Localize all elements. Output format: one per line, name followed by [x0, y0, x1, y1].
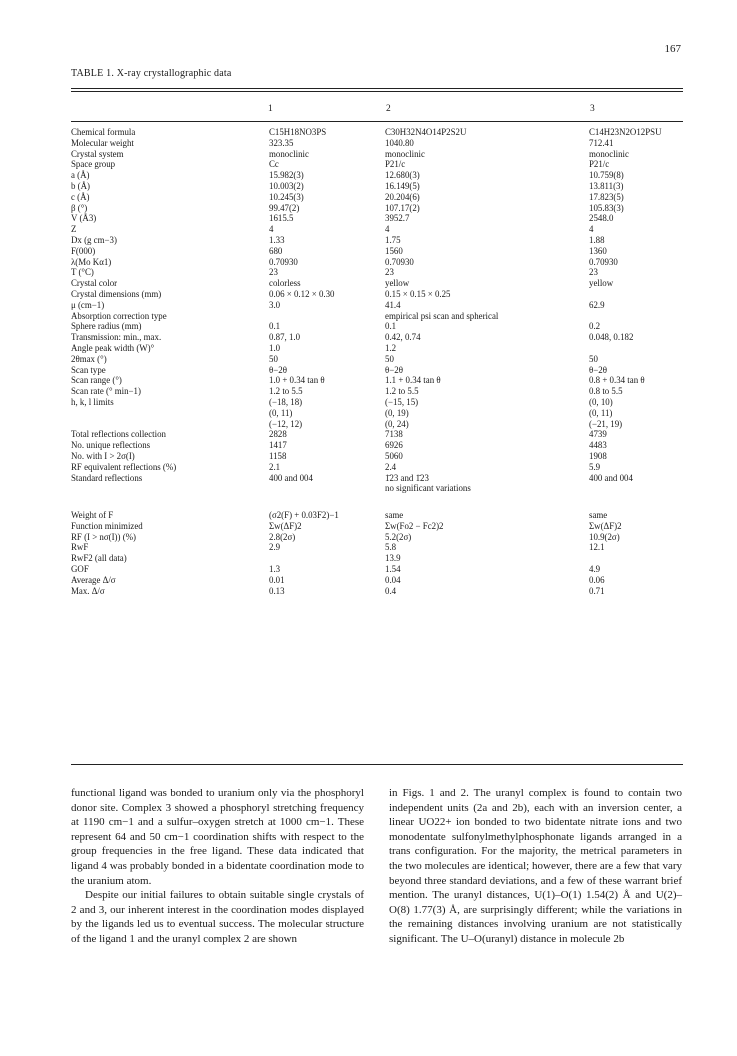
row-label: Max. Δ/σ [71, 585, 105, 596]
cell-compound-2: 0.15 × 0.15 × 0.25 [385, 288, 451, 299]
cell-compound-1: 0.70930 [269, 256, 298, 267]
table-row [71, 564, 683, 575]
cell-compound-1: 10.003(2) [269, 180, 304, 191]
cell-compound-3: 10.9(2σ) [589, 531, 620, 542]
table-row [71, 397, 683, 408]
row-label: Average Δ/σ [71, 574, 116, 585]
cell-compound-1: (−18, 18) [269, 396, 303, 407]
row-label: c (Å) [71, 191, 90, 202]
cell-compound-1: 50 [269, 353, 278, 364]
table-row [71, 192, 683, 203]
column-header-3: 3 [590, 104, 595, 114]
table-bottom-rule [71, 764, 683, 765]
row-label: β (°) [71, 202, 88, 213]
cell-compound-1: monoclinic [269, 148, 309, 159]
cell-compound-2: 0.42, 0.74 [385, 332, 421, 343]
table-row [71, 127, 683, 138]
row-label: Total reflections collection [71, 429, 166, 440]
table-row [71, 553, 683, 564]
header-rule [71, 121, 683, 122]
table-row [71, 386, 683, 397]
cell-compound-3: 50 [589, 353, 598, 364]
cell-compound-2: 1.2 to 5.5 [385, 386, 419, 397]
cell-compound-1: θ−2θ [269, 364, 287, 375]
cell-compound-2: 1040.80 [385, 137, 414, 148]
row-label: b (Å) [71, 180, 90, 191]
table-row [71, 586, 683, 597]
table-row [71, 138, 683, 149]
cell-compound-1: 400 and 004 [269, 472, 313, 483]
cell-compound-1: Cc [269, 159, 279, 170]
cell-compound-2: 50 [385, 353, 394, 364]
row-label: Angle peak width (W)° [71, 342, 155, 353]
cell-compound-1: 1615.5 [269, 213, 294, 224]
row-label: GOF [71, 564, 89, 575]
row-label: Sphere radius (mm) [71, 321, 142, 332]
row-label: Transmission: min., max. [71, 332, 162, 343]
cell-compound-3: 0.048, 0.182 [589, 332, 634, 343]
cell-compound-1: 2.8(2σ) [269, 531, 296, 542]
cell-compound-3: 23 [589, 267, 598, 278]
row-label: RF equivalent reflections (%) [71, 461, 177, 472]
row-label: RwF [71, 542, 89, 553]
table-row [71, 483, 683, 494]
cell-compound-3: (0, 10) [589, 396, 613, 407]
cell-compound-2: 16.149(5) [385, 180, 420, 191]
cell-compound-2: 107.17(2) [385, 202, 420, 213]
cell-compound-2: P21/c [385, 159, 406, 170]
row-label: F(000) [71, 245, 96, 256]
row-label: RwF2 (all data) [71, 553, 127, 564]
cell-compound-2: 13.9 [385, 553, 401, 564]
cell-compound-1: 2.9 [269, 542, 281, 553]
cell-compound-3: 62.9 [589, 299, 605, 310]
cell-compound-2: 1.75 [385, 234, 401, 245]
cell-compound-1: 680 [269, 245, 283, 256]
row-label: Function minimized [71, 520, 143, 531]
table-row [71, 462, 683, 473]
cell-compound-3: θ−2θ [589, 364, 607, 375]
cell-compound-1: 1.0 + 0.34 tan θ [269, 375, 325, 386]
table-row [71, 203, 683, 214]
table-row [71, 521, 683, 532]
row-label: Chemical formula [71, 127, 136, 137]
cell-compound-2: C30H32N4O14P2S2U [385, 127, 467, 137]
cell-compound-3: monoclinic [589, 148, 629, 159]
cell-compound-1: (−12, 12) [269, 418, 303, 429]
cell-compound-2: 0.04 [385, 574, 401, 585]
cell-compound-2: Σw(Fo2 − Fc2)2 [385, 520, 444, 531]
cell-compound-3: 400 and 004 [589, 472, 633, 483]
cell-compound-3: 4739 [589, 429, 607, 440]
table-row [71, 343, 683, 354]
body-text-right-column [389, 786, 682, 947]
cell-compound-2: 12.680(3) [385, 170, 420, 181]
cell-compound-2: 20.204(6) [385, 191, 420, 202]
body-text-left-column [71, 786, 364, 947]
table-row [71, 311, 683, 322]
cell-compound-3: C14H23N2O12PSU [589, 127, 662, 137]
cell-compound-2: (−15, 15) [385, 396, 419, 407]
cell-compound-3: 0.70930 [589, 256, 618, 267]
cell-compound-2: 5.2(2σ) [385, 531, 412, 542]
table-row [71, 408, 683, 419]
table-row [71, 257, 683, 268]
cell-compound-2: 0.4 [385, 585, 397, 596]
row-label: Weight of F [71, 510, 114, 521]
cell-compound-2: 1̄23 and 1̄23 [385, 472, 429, 483]
cell-compound-1: 2.1 [269, 461, 281, 472]
cell-compound-3: 2548.0 [589, 213, 614, 224]
cell-compound-3: 0.8 + 0.34 tan θ [589, 375, 645, 386]
row-label: Crystal color [71, 278, 118, 289]
table-row [71, 235, 683, 246]
row-label: a (Å) [71, 170, 90, 181]
row-label: 2θmax (°) [71, 353, 107, 364]
table-row [71, 246, 683, 257]
cell-compound-2: θ−2θ [385, 364, 403, 375]
cell-compound-1: 99.47(2) [269, 202, 300, 213]
cell-compound-3: 1360 [589, 245, 607, 256]
cell-compound-2: 0.1 [385, 321, 397, 332]
table-row [71, 419, 683, 430]
table-row [71, 473, 683, 484]
table-row [71, 575, 683, 586]
row-label: RF (I > nσ(I)) (%) [71, 531, 136, 542]
table-row [71, 170, 683, 181]
cell-compound-3: 1.88 [589, 234, 605, 245]
paragraph: in Figs. 1 and 2. The uranyl complex is found to contain two independent units (2a and 2b), each with an inversion center, a linear UO22+ ion bonded to two bidentate nitrate ions and two monodentate sulfonylmethylphosphonate ligands arranged in a trans configuration. For the majority, the metrical parameters in the two molecules are identical; however, there are a few that vary beyond three standard deviations, and a few of these warrant brief mention. The uranyl distances, U(1)–O(1) 1.54(2) Å and U(2)–O(8) 1.77(3) Å, are surprisingly different; while the variations in the remaining distances involving uranium are not statistically significant. The U–O(uranyl) distance in molecule 2b [389, 787, 682, 945]
table-row [71, 267, 683, 278]
cell-compound-3: 5.9 [589, 461, 601, 472]
cell-compound-2: 23 [385, 267, 394, 278]
table-row [71, 213, 683, 224]
table-row [71, 532, 683, 543]
cell-compound-2: 7138 [385, 429, 403, 440]
cell-compound-3: 0.71 [589, 585, 605, 596]
row-label: No. with I > 2σ(I) [71, 450, 135, 461]
cell-compound-1: C15H18NO3PS [269, 127, 327, 137]
cell-compound-2: (0, 24) [385, 418, 409, 429]
row-label: V (Å3) [71, 213, 97, 224]
cell-compound-3: P21/c [589, 159, 610, 170]
row-label: Scan type [71, 364, 106, 375]
cell-compound-1: 10.245(3) [269, 191, 304, 202]
table-row [71, 289, 683, 300]
crystallographic-data-table [71, 127, 683, 596]
cell-compound-1: 1158 [269, 450, 287, 461]
cell-compound-2: 5.8 [385, 542, 397, 553]
cell-compound-2: 6926 [385, 440, 403, 451]
row-label: Scan rate (° min−1) [71, 386, 141, 397]
row-label: Absorption correction type [71, 310, 167, 321]
cell-compound-3: 712.41 [589, 137, 614, 148]
cell-compound-3: 1908 [589, 450, 607, 461]
cell-compound-2: 4 [385, 224, 390, 235]
cell-compound-2: no significant variations [385, 483, 471, 494]
row-label: Molecular weight [71, 137, 134, 148]
cell-compound-2: 5060 [385, 450, 403, 461]
cell-compound-2: 1.2 [385, 342, 397, 353]
cell-compound-2: empirical psi scan and spherical [385, 310, 499, 321]
row-label: h, k, l limits [71, 396, 114, 407]
row-spacer [71, 494, 683, 510]
cell-compound-3: 4483 [589, 440, 607, 451]
table-row [71, 300, 683, 311]
cell-compound-2: monoclinic [385, 148, 425, 159]
row-label: Scan range (°) [71, 375, 122, 386]
table-top-rule-double [71, 91, 683, 92]
row-label: No. unique reflections [71, 440, 151, 451]
table-row [71, 321, 683, 332]
table-row [71, 159, 683, 170]
table-row [71, 375, 683, 386]
cell-compound-2: same [385, 510, 404, 521]
table-row [71, 278, 683, 289]
cell-compound-3: (0, 11) [589, 407, 613, 418]
table-title: TABLE 1. X-ray crystallographic data [71, 68, 232, 79]
table-row [71, 542, 683, 553]
cell-compound-3: Σw(ΔF)2 [589, 520, 622, 531]
row-label: μ (cm−1) [71, 299, 105, 310]
row-label: Dx (g cm−3) [71, 234, 117, 245]
cell-compound-1: 4 [269, 224, 274, 235]
cell-compound-1: (σ2(F) + 0.03F2)−1 [269, 510, 339, 521]
cell-compound-1: 23 [269, 267, 278, 278]
row-label: Space group [71, 159, 116, 170]
table-top-rule [71, 88, 683, 89]
row-label: T (°C) [71, 267, 94, 278]
cell-compound-1: 0.01 [269, 574, 285, 585]
cell-compound-2: 1.1 + 0.34 tan θ [385, 375, 441, 386]
cell-compound-3: same [589, 510, 608, 521]
cell-compound-3: 0.06 [589, 574, 605, 585]
cell-compound-2: 2.4 [385, 461, 397, 472]
cell-compound-2: yellow [385, 278, 410, 289]
cell-compound-3: 0.2 [589, 321, 601, 332]
cell-compound-2: 1560 [385, 245, 403, 256]
table-row [71, 429, 683, 440]
cell-compound-1: 1.3 [269, 564, 281, 575]
cell-compound-1: 3.0 [269, 299, 281, 310]
cell-compound-3: 17.823(5) [589, 191, 624, 202]
cell-compound-2: (0, 19) [385, 407, 409, 418]
cell-compound-3: 12.1 [589, 542, 605, 553]
cell-compound-1: 2828 [269, 429, 287, 440]
table-row [71, 510, 683, 521]
cell-compound-1: Σw(ΔF)2 [269, 520, 302, 531]
cell-compound-1: 15.982(3) [269, 170, 304, 181]
table-row [71, 149, 683, 160]
table-row [71, 354, 683, 365]
cell-compound-3: 0.8 to 5.5 [589, 386, 623, 397]
cell-compound-3: (−21, 19) [589, 418, 623, 429]
paragraph: Despite our initial failures to obtain suitable single crystals of 2 and 3, our inherent interest in the coordination modes displayed by the ligands led us to eventual success. The molecular structure of the ligand 1 and the uranyl complex 2 are shown [71, 889, 364, 945]
table-row [71, 332, 683, 343]
table-row [71, 224, 683, 235]
table-row [71, 440, 683, 451]
cell-compound-2: 0.70930 [385, 256, 414, 267]
cell-compound-2: 3952.7 [385, 213, 410, 224]
cell-compound-3: 105.83(3) [589, 202, 624, 213]
cell-compound-1: 0.87, 1.0 [269, 332, 301, 343]
cell-compound-1: 0.1 [269, 321, 281, 332]
column-header-1: 1 [268, 104, 273, 114]
column-header-2: 2 [386, 104, 391, 114]
table-row [71, 181, 683, 192]
cell-compound-1: 1.0 [269, 342, 281, 353]
cell-compound-2: 1.54 [385, 564, 401, 575]
cell-compound-2: 41.4 [385, 299, 401, 310]
row-label: Standard reflections [71, 472, 143, 483]
page-number: 167 [664, 43, 681, 55]
cell-compound-1: 0.13 [269, 585, 285, 596]
cell-compound-3: 10.759(8) [589, 170, 624, 181]
table-row [71, 365, 683, 376]
row-label: λ(Mo Kα1) [71, 256, 112, 267]
cell-compound-3: 4.9 [589, 564, 601, 575]
cell-compound-1: 1.33 [269, 234, 285, 245]
cell-compound-1: 0.06 × 0.12 × 0.30 [269, 288, 335, 299]
paragraph: functional ligand was bonded to uranium only via the phosphoryl donor site. Complex 3 showed a phosphoryl stretching frequency at 1190 cm−1 and a sulfur–oxygen stretch at 1000 cm−1. These represent 64 and 50 cm−1 coordination shifts with respect to the group frequencies in the free ligand. These data indicated that ligand 4 was probably bonded in a bidentate coordination mode to the uranium atom. [71, 787, 364, 887]
cell-compound-3: 4 [589, 224, 594, 235]
row-label: Crystal dimensions (mm) [71, 288, 162, 299]
cell-compound-1: 1.2 to 5.5 [269, 386, 303, 397]
cell-compound-3: yellow [589, 278, 614, 289]
cell-compound-1: 1417 [269, 440, 287, 451]
cell-compound-1: colorless [269, 278, 301, 289]
cell-compound-1: 323.35 [269, 137, 294, 148]
row-label: Crystal system [71, 148, 124, 159]
row-label: Z [71, 224, 77, 235]
cell-compound-3: 13.811(3) [589, 180, 624, 191]
table-row [71, 451, 683, 462]
cell-compound-1: (0, 11) [269, 407, 293, 418]
